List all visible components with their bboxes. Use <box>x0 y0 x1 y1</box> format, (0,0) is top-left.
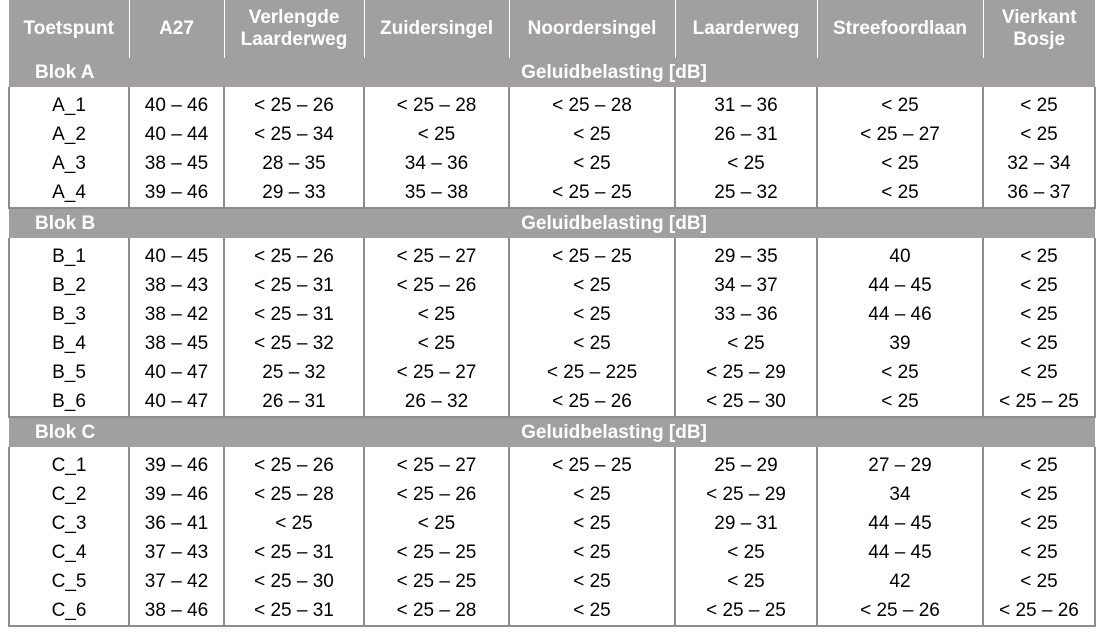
toetspunt-cell: C_5 <box>9 567 129 596</box>
toetspunt-cell: A_2 <box>9 120 129 149</box>
table-row <box>9 87 1095 120</box>
noise-value-cell: < 25 <box>675 149 817 178</box>
noise-value-cell: < 25 <box>509 120 675 149</box>
table-row <box>9 120 1095 149</box>
column-header: Laarderweg <box>675 0 817 58</box>
noise-value-cell: < 25 – 25 <box>364 567 509 596</box>
table-row <box>9 447 1095 480</box>
noise-value-cell: < 25 – 31 <box>224 271 364 300</box>
noise-value-cell: < 25 – 28 <box>224 480 364 509</box>
column-header: Vierkant Bosje <box>983 0 1095 58</box>
table-row <box>9 596 1095 626</box>
noise-value-cell: < 25 – 25 <box>509 238 675 271</box>
block-label: Blok B <box>9 208 129 238</box>
column-header: Verlengde Laarderweg <box>224 0 364 58</box>
noise-value-cell: < 25 <box>675 329 817 358</box>
noise-value-cell: 25 – 32 <box>675 178 817 208</box>
toetspunt-cell: A_3 <box>9 149 129 178</box>
noise-table <box>8 0 1096 627</box>
column-header: Toetspunt <box>9 0 129 58</box>
toetspunt-cell: C_6 <box>9 596 129 626</box>
noise-value-cell: < 25 <box>817 358 983 387</box>
noise-value-cell: < 25 <box>509 538 675 567</box>
noise-value-cell: 44 – 45 <box>817 271 983 300</box>
toetspunt-cell: C_1 <box>9 447 129 480</box>
noise-value-cell: 31 – 36 <box>675 87 817 120</box>
noise-value-cell: 29 – 31 <box>675 509 817 538</box>
noise-value-cell: < 25 <box>983 271 1095 300</box>
block-label: Blok A <box>9 58 129 87</box>
noise-value-cell: 35 – 38 <box>364 178 509 208</box>
noise-value-cell: 40 – 44 <box>129 120 224 149</box>
noise-value-cell: 39 – 46 <box>129 178 224 208</box>
noise-value-cell: 39 – 46 <box>129 447 224 480</box>
toetspunt-cell: B_6 <box>9 387 129 417</box>
noise-value-cell: 44 – 45 <box>817 538 983 567</box>
toetspunt-cell: C_4 <box>9 538 129 567</box>
noise-value-cell: < 25 <box>983 238 1095 271</box>
noise-value-cell: 40 – 47 <box>129 358 224 387</box>
noise-value-cell: 27 – 29 <box>817 447 983 480</box>
noise-value-cell: < 25 <box>983 87 1095 120</box>
noise-value-cell: < 25 – 30 <box>224 567 364 596</box>
noise-value-cell: < 25 – 25 <box>509 447 675 480</box>
noise-value-cell: < 25 <box>509 567 675 596</box>
block-label: Blok C <box>9 417 129 447</box>
noise-value-cell: < 25 – 25 <box>364 538 509 567</box>
table-row <box>9 387 1095 417</box>
table-header <box>9 0 1095 58</box>
noise-value-cell: 34 – 36 <box>364 149 509 178</box>
noise-value-cell: < 25 <box>983 300 1095 329</box>
noise-value-cell: < 25 – 25 <box>675 596 817 626</box>
noise-value-cell: 32 – 34 <box>983 149 1095 178</box>
block-unit-label: Geluidbelasting [dB] <box>129 58 1095 87</box>
noise-value-cell: 28 – 35 <box>224 149 364 178</box>
toetspunt-cell: C_3 <box>9 509 129 538</box>
noise-value-cell: 44 – 46 <box>817 300 983 329</box>
noise-value-cell: < 25 <box>509 149 675 178</box>
noise-value-cell: < 25 – 29 <box>675 358 817 387</box>
noise-value-cell: 29 – 33 <box>224 178 364 208</box>
noise-value-cell: < 25 <box>509 329 675 358</box>
column-header: A27 <box>129 0 224 58</box>
noise-value-cell: < 25 – 34 <box>224 120 364 149</box>
block-header-row <box>9 58 1095 87</box>
column-header: Noordersingel <box>509 0 675 58</box>
noise-value-cell: 38 – 46 <box>129 596 224 626</box>
noise-value-cell: 33 – 36 <box>675 300 817 329</box>
noise-value-cell: < 25 <box>509 509 675 538</box>
noise-value-cell: 26 – 32 <box>364 387 509 417</box>
block-header-row <box>9 417 1095 447</box>
table-row <box>9 358 1095 387</box>
noise-value-cell: < 25 – 26 <box>364 480 509 509</box>
table-row <box>9 149 1095 178</box>
table-row <box>9 480 1095 509</box>
noise-value-cell: < 25 <box>983 538 1095 567</box>
noise-value-cell: < 25 – 30 <box>675 387 817 417</box>
noise-value-cell: 26 – 31 <box>675 120 817 149</box>
noise-value-cell: 37 – 43 <box>129 538 224 567</box>
column-header: Streefoordlaan <box>817 0 983 58</box>
noise-value-cell: 26 – 31 <box>224 387 364 417</box>
noise-value-cell: 39 – 46 <box>129 480 224 509</box>
noise-value-cell: 36 – 41 <box>129 509 224 538</box>
noise-value-cell: < 25 <box>983 120 1095 149</box>
noise-value-cell: < 25 – 225 <box>509 358 675 387</box>
noise-value-cell: < 25 <box>817 178 983 208</box>
noise-value-cell: < 25 – 26 <box>817 596 983 626</box>
noise-value-cell: < 25 <box>509 271 675 300</box>
noise-value-cell: < 25 – 32 <box>224 329 364 358</box>
noise-value-cell: < 25 <box>983 358 1095 387</box>
noise-value-cell: < 25 – 31 <box>224 538 364 567</box>
noise-value-cell: 25 – 32 <box>224 358 364 387</box>
block-unit-label: Geluidbelasting [dB] <box>129 208 1095 238</box>
noise-value-cell: < 25 – 25 <box>983 387 1095 417</box>
noise-value-cell: < 25 – 31 <box>224 596 364 626</box>
noise-value-cell: 29 – 35 <box>675 238 817 271</box>
toetspunt-cell: B_2 <box>9 271 129 300</box>
noise-value-cell: < 25 <box>675 567 817 596</box>
noise-value-cell: < 25 <box>817 387 983 417</box>
table-row <box>9 329 1095 358</box>
noise-value-cell: < 25 <box>983 329 1095 358</box>
noise-value-cell: 34 – 37 <box>675 271 817 300</box>
block-unit-label: Geluidbelasting [dB] <box>129 417 1095 447</box>
noise-value-cell: 40 – 45 <box>129 238 224 271</box>
noise-value-cell: < 25 <box>364 509 509 538</box>
noise-value-cell: < 25 <box>983 447 1095 480</box>
noise-value-cell: < 25 – 27 <box>364 238 509 271</box>
noise-value-cell: 42 <box>817 567 983 596</box>
noise-value-cell: < 25 <box>364 300 509 329</box>
noise-value-cell: < 25 <box>509 300 675 329</box>
toetspunt-cell: B_5 <box>9 358 129 387</box>
noise-value-cell: < 25 <box>364 120 509 149</box>
noise-value-cell: < 25 – 29 <box>675 480 817 509</box>
noise-value-cell: 40 – 47 <box>129 387 224 417</box>
table-row <box>9 238 1095 271</box>
noise-value-cell: 37 – 42 <box>129 567 224 596</box>
noise-value-cell: < 25 <box>983 567 1095 596</box>
noise-value-cell: < 25 – 25 <box>509 178 675 208</box>
toetspunt-cell: B_1 <box>9 238 129 271</box>
noise-value-cell: 40 <box>817 238 983 271</box>
toetspunt-cell: A_1 <box>9 87 129 120</box>
noise-value-cell: < 25 – 28 <box>509 87 675 120</box>
noise-value-cell: < 25 <box>817 87 983 120</box>
noise-value-cell: < 25 <box>509 480 675 509</box>
noise-value-cell: < 25 <box>983 509 1095 538</box>
table-row <box>9 271 1095 300</box>
noise-value-cell: < 25 – 27 <box>364 447 509 480</box>
noise-value-cell: < 25 <box>817 149 983 178</box>
noise-value-cell: 38 – 45 <box>129 329 224 358</box>
table-row <box>9 567 1095 596</box>
noise-value-cell: < 25 <box>983 480 1095 509</box>
noise-value-cell: 38 – 45 <box>129 149 224 178</box>
header-row <box>9 0 1095 58</box>
noise-value-cell: 34 <box>817 480 983 509</box>
noise-value-cell: < 25 – 26 <box>983 596 1095 626</box>
table-row <box>9 178 1095 208</box>
noise-value-cell: < 25 – 31 <box>224 300 364 329</box>
noise-value-cell: < 25 <box>675 538 817 567</box>
noise-value-cell: 38 – 43 <box>129 271 224 300</box>
noise-value-cell: < 25 – 26 <box>364 271 509 300</box>
noise-value-cell: < 25 <box>509 596 675 626</box>
noise-value-cell: < 25 – 27 <box>817 120 983 149</box>
noise-value-cell: < 25 – 26 <box>509 387 675 417</box>
noise-value-cell: 44 – 45 <box>817 509 983 538</box>
table-body <box>9 58 1095 626</box>
noise-value-cell: < 25 – 26 <box>224 447 364 480</box>
noise-value-cell: 25 – 29 <box>675 447 817 480</box>
noise-value-cell: 38 – 42 <box>129 300 224 329</box>
table-row <box>9 538 1095 567</box>
table-row <box>9 509 1095 538</box>
noise-value-cell: 40 – 46 <box>129 87 224 120</box>
toetspunt-cell: B_3 <box>9 300 129 329</box>
toetspunt-cell: C_2 <box>9 480 129 509</box>
toetspunt-cell: A_4 <box>9 178 129 208</box>
noise-value-cell: < 25 – 26 <box>224 238 364 271</box>
noise-value-cell: < 25 <box>224 509 364 538</box>
noise-value-cell: 39 <box>817 329 983 358</box>
toetspunt-cell: B_4 <box>9 329 129 358</box>
block-header-row <box>9 208 1095 238</box>
noise-value-cell: < 25 <box>364 329 509 358</box>
table-row <box>9 300 1095 329</box>
noise-value-cell: < 25 – 27 <box>364 358 509 387</box>
noise-value-cell: 36 – 37 <box>983 178 1095 208</box>
noise-value-cell: < 25 – 26 <box>224 87 364 120</box>
noise-value-cell: < 25 – 28 <box>364 596 509 626</box>
column-header: Zuidersingel <box>364 0 509 58</box>
noise-value-cell: < 25 – 28 <box>364 87 509 120</box>
